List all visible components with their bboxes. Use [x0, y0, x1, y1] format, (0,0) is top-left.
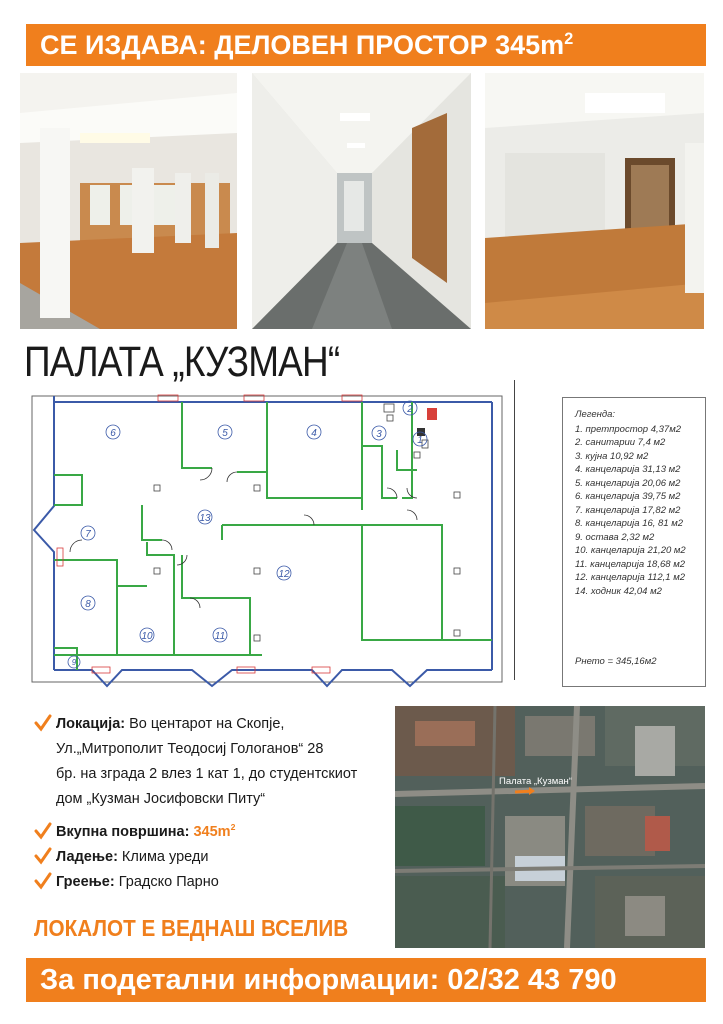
property-info	[34, 712, 384, 895]
room-4-label: 4	[311, 428, 317, 439]
map-marker-label: Палата „Кузман“	[499, 776, 572, 787]
location-line: Ул.„Митрополит Теодосиј Гологанов“ 28	[56, 741, 324, 757]
room-9-label: 9	[71, 658, 77, 667]
room-10-label: 10	[141, 631, 153, 642]
header-banner	[26, 24, 706, 66]
legend-item: 5. канцеларија 20,06 м2	[575, 477, 681, 489]
floor-plan	[22, 380, 506, 698]
area-label: Вкупна површина:	[56, 824, 190, 840]
room-7-label: 7	[85, 529, 91, 540]
room-1-label: 1	[417, 435, 423, 446]
legend-item: 6. канцеларија 39,75 м2	[575, 491, 681, 502]
legend-item: 7. канцеларија 17,82 м2	[575, 504, 681, 516]
room-3-label: 3	[376, 429, 382, 440]
location-line: дом „Кузман Јосифовски Питу“	[56, 791, 266, 807]
area-value: $345m^2$	[189, 822, 236, 840]
checkmark-icon	[34, 714, 52, 732]
heating-label: Греење:	[56, 874, 115, 890]
cooling-label: Ладење:	[56, 849, 118, 865]
heating-row	[34, 870, 384, 895]
corridor-photo	[252, 73, 471, 329]
location-row	[34, 712, 384, 737]
header-title: СЕ ИЗДАВА: ДЕЛОВЕН ПРОСТОР 345m	[40, 30, 565, 60]
legend-item: 12. канцеларија 112,1 м2	[575, 572, 685, 583]
room-13-label: 13	[199, 513, 211, 524]
header-sup: 2	[564, 30, 574, 48]
contact-banner: За подетални информации: 02/32 43 790	[26, 958, 706, 1002]
location-label: Локација:	[56, 716, 126, 732]
room-8-label: 8	[85, 599, 91, 610]
checkmark-icon	[34, 872, 52, 890]
checkmark-icon	[34, 847, 52, 865]
legend-total: Рнето = 345,16м2	[575, 656, 657, 667]
room-2-label: 2	[407, 404, 413, 415]
legend-item: 9. остава 2,32 м2	[575, 531, 655, 543]
legend-item: 2. санитарии 7,4 м2	[575, 437, 666, 448]
legend-item: 3. кујна 10,92 м2	[575, 450, 649, 462]
heating-value: Градско Парно	[114, 874, 219, 890]
satellite-map	[395, 706, 705, 948]
empty-room-photo	[485, 73, 704, 329]
area-row	[34, 820, 384, 845]
legend-item: 10. канцеларија 21,20 м2	[575, 545, 686, 556]
divider-line	[514, 380, 515, 680]
building-name: ПАЛАТА „КУЗМАН“	[24, 338, 340, 386]
room-12-label: 12	[278, 569, 290, 580]
legend-item: 4. канцеларија 31,13 м2	[575, 464, 681, 475]
room-11-label: 11	[214, 631, 226, 642]
room-6-label: 6	[110, 428, 116, 439]
ready-banner-text: ЛОКАЛОТ Е ВЕДНАШ ВСЕЛИВ	[34, 915, 349, 941]
room-5-label: 5	[222, 428, 228, 439]
legend-item: 11. канцеларија 18,68 м2	[575, 558, 685, 570]
location-line: бр. на зграда 2 влез 1 кат 1, до студентскиот	[56, 766, 358, 782]
area-legend	[562, 397, 706, 687]
cooling-row	[34, 845, 384, 870]
legend-item: 8. канцеларија 16, 81 м2	[575, 518, 684, 529]
interior-office-photo	[20, 73, 237, 329]
cooling-value: Клима уреди	[117, 849, 209, 865]
legend-item: 14. ходник 42,04 м2	[575, 585, 662, 597]
checkmark-icon	[34, 822, 52, 840]
legend-item: 1. претпростор 4,37м2	[575, 423, 682, 435]
location-value: Во центарот на Скопје,	[125, 716, 285, 732]
legend-title: Легенда:	[575, 409, 616, 420]
